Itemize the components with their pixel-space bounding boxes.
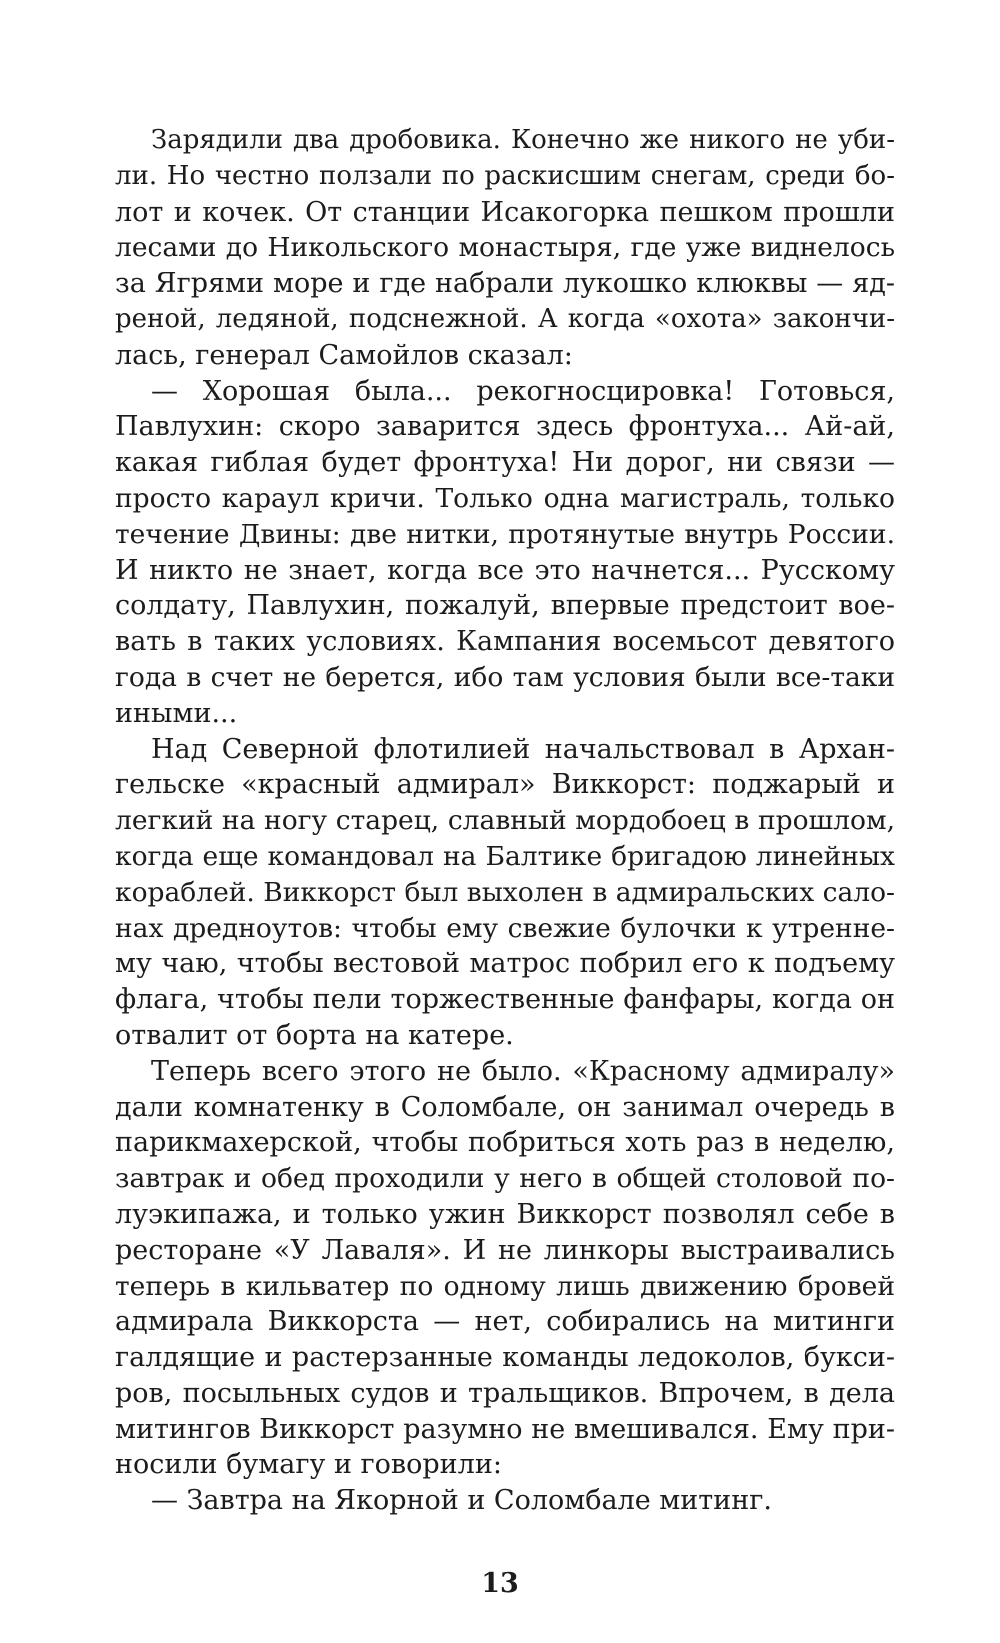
text-line: митингов Виккорст разумно не вмешивался. Ему при- [115,1413,895,1445]
text-line: Над Северной флотилией начальствовал в Архан- [151,733,895,765]
text-line: реной, ледяной, подснежной. А когда «охота» закончи- [115,303,895,334]
text-line: солдату, Павлухин, пожалуй, впервые предстоит вое- [115,590,895,622]
text-line: просто караул кричи. Только одна магистраль, только [115,482,895,514]
text-line: кораблей. Виккорст был выхолен в адмиральских сало- [115,876,895,908]
text-line: какая гиблая будет фронтуха! Ни дорог, ни связи — [115,447,895,479]
text-line: дали комнатенку в Соломбале, он занимал очередь в [115,1091,895,1123]
text-line: — Завтра на Якорной и Соломбале митинг. [151,1485,772,1517]
text-line: завтрак и обед проходили у него в общей столовой по- [115,1163,895,1195]
text-line: иными... [115,697,238,729]
text-line: адмирала Виккорста — нет, собирались на митинги [115,1306,895,1338]
text-line: легкий на ногу старец, славный мордобоец в прошлом, [115,805,895,837]
text-line: за Ягрями море и где набрали лукошко клюквы — яд- [115,268,895,300]
text-line: ли. Но честно ползали по раскисшим снегам, среди бо- [115,160,895,191]
text-line: ров, посыльных судов и тральщиков. Впрочем, в дела [115,1377,895,1409]
text-line: парикмахерской, чтобы побриться хоть раз в неделю, [115,1127,895,1159]
text-line: И никто не знает, когда все это начнется... Русскому [115,554,895,586]
text-line: теперь в кильватер по одному лишь движению бровей [115,1270,895,1302]
text-line: нах дредноутов: чтобы ему свежие булочки к утренне- [115,912,895,944]
text-line: года в счет не берется, ибо там условия были все-таки [115,661,895,693]
text-line: ресторане «У Лаваля». И не линкоры выстраивались [115,1234,895,1266]
text-line: Зарядили два дробовика. Конечно же никого не уби- [151,125,895,155]
text-line: гельске «красный адмирал» Виккорст: поджарый и [115,769,895,801]
text-line: Теперь всего этого не было. «Красному адмиралу» [151,1055,895,1087]
text-line: течение Двины: две нитки, протянутые внутрь России. [115,518,895,550]
text-line: когда еще командовал на Балтике бригадою линейных [115,840,895,872]
text-line: лась, генерал Самойлов сказал: [115,339,573,371]
text-line: вать в таких условиях. Кампания восемьсот девятого [115,626,895,658]
text-line: луэкипажа, и только ужин Виккорст позволял себе в [115,1198,895,1230]
text-line: Павлухин: скоро заварится здесь фронтуха... Ай-ай, [115,411,895,443]
text-line: му чаю, чтобы вестовой матрос побрил его к подъему [115,948,895,980]
text-line: галдящие и растерзанные команды ледоколов, букси- [115,1342,895,1374]
text-line: отвалит от борта на катере. [115,1019,514,1051]
body-text [115,123,895,1519]
text-line: носили бумагу и говорили: [115,1449,502,1481]
text-line: флага, чтобы пели торжественные фанфары, когда он [115,984,895,1016]
page-number: 13 [481,1568,519,1599]
text-line: лесами до Никольского монастыря, где уже виднелось [115,232,895,264]
text-line: — Хорошая была... рекогносцировка! Готовься, [151,375,895,407]
text-line: лот и кочек. От станции Исакогорка пешком прошли [115,196,895,228]
